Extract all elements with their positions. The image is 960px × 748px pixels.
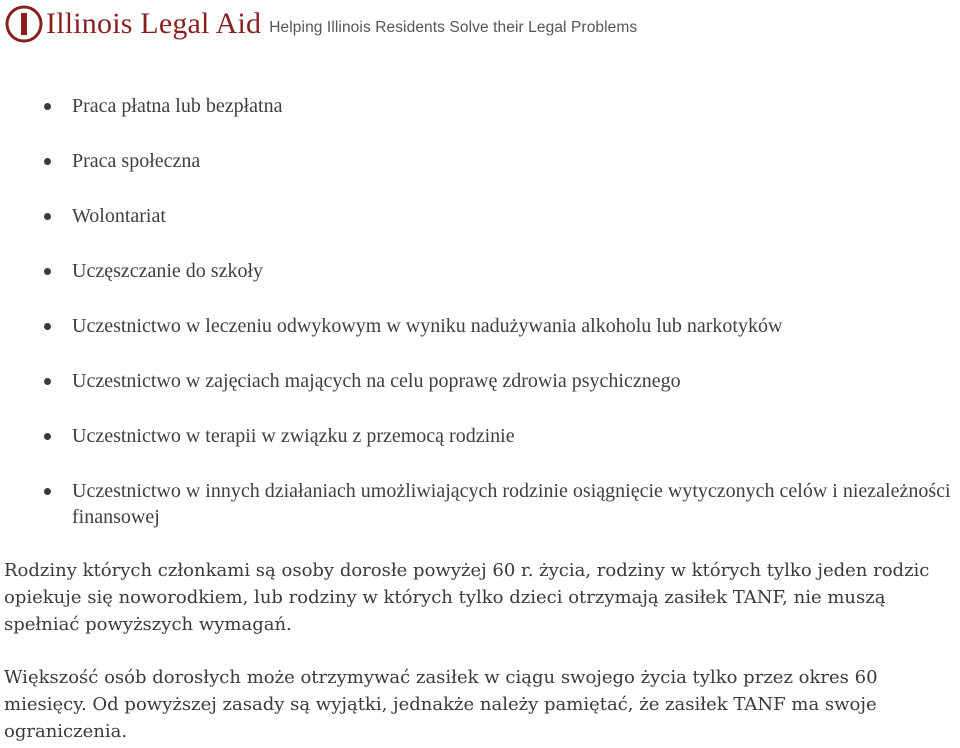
logo-text[interactable]: Illinois Legal Aid xyxy=(46,7,262,40)
list-item xyxy=(0,423,960,449)
bullet-icon xyxy=(44,488,51,495)
exemption-paragraph: Rodziny których członkami są osoby dorosłe powyżej 60 r. życia, rodziny w których tylko jeden rodzic opiekuje się noworodkiem, lub rodziny w których tylko dzieci otrzymają zasiłek TANF, nie muszą spełniać powyższych wymagań. xyxy=(4,560,930,635)
time-limit-paragraph: Większość osób dorosłych może otrzymywać zasiłek w ciągu swojego życia tylko przez okres 60 miesięcy. Od powyższej zasady są wyjątki, jednakże należy pamiętać, że zasiłek TANF ma swoje ograniczenia. xyxy=(4,667,878,742)
tagline: Helping Illinois Residents Solve their Legal Problems xyxy=(269,19,638,36)
bullet-icon xyxy=(44,103,51,110)
list-item-text: Uczestnictwo w terapii w związku z przemocą rodzinie xyxy=(72,425,515,447)
list-item xyxy=(0,203,960,229)
site-header xyxy=(0,0,960,48)
list-item-text: Uczestnictwo w leczeniu odwykowym w wyniku nadużywania alkoholu lub narkotyków xyxy=(72,315,783,337)
bullet-icon xyxy=(44,378,51,385)
list-item-text: Wolontariat xyxy=(72,205,166,227)
bullet-icon xyxy=(44,433,51,440)
list-item-text: Uczestnictwo w innych działaniach umożliwiających rodzinie osiągnięcie wytyczonych celów i niezależności finansowej xyxy=(72,480,951,528)
list-item xyxy=(0,313,960,339)
bullet-icon xyxy=(44,213,51,220)
seal-icon xyxy=(4,4,44,44)
list-item-text: Uczęszczanie do szkoły xyxy=(72,260,264,282)
list-item xyxy=(0,478,960,530)
requirements-list xyxy=(0,93,960,559)
list-item xyxy=(0,258,960,284)
list-item xyxy=(0,148,960,174)
list-item-text: Praca płatna lub bezpłatna xyxy=(72,95,283,117)
bullet-icon xyxy=(44,323,51,330)
bullet-icon xyxy=(44,158,51,165)
list-item xyxy=(0,368,960,394)
list-item-text: Praca społeczna xyxy=(72,150,201,172)
list-item-text: Uczestnictwo w zajęciach mających na celu poprawę zdrowia psychicznego xyxy=(72,370,681,392)
bullet-icon xyxy=(44,268,51,275)
list-item xyxy=(0,93,960,119)
